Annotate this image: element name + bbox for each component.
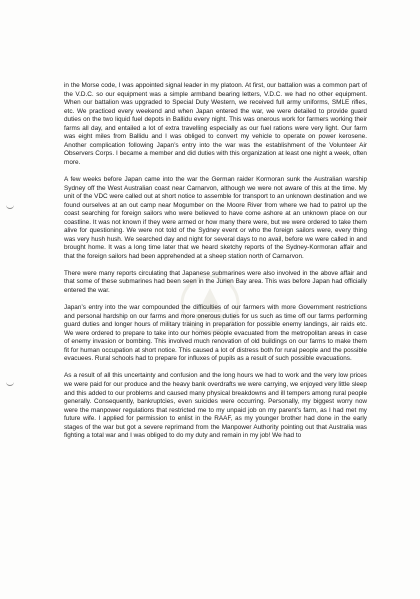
paragraph: A few weeks before Japan came into the war the German raider Kormoran sunk the Australian warship Sydney off the West Australian coast near Carnarvon, although we were not aware of this at the time. My unit of the VDC were called out at short notice to assemble for transport to an unknown destination and we found ourselves at an out camp near Mogumber on the Moore River from where we had to patrol up the coast searching for foreign sailors who were believed to have come ashore at an unknown place on our coastline. It was not known if they were armed or how many there were, but we were ordered to take them alive for questioning. We were not told of the Sydney event or who the foreign sailors were, every thing was very hush hush. We searched day and night for several days to no avail, before we were called in and brought home. It was a long time later that we heard sketchy reports of the Sydney-Kormoran affair and that the foreign sailors had been apprehended at a sheep station north of Carnarvon. [64,175,367,260]
paragraph: in the Morse code, I was appointed signal leader in my platoon. At first, our battalion was a common part of the V.D.C. so our equipment was a simple armband bearing letters, V.D.C. we had no other equipment. When our battalion was upgraded to Special Duty Western, we received full army uniforms, SMLE rifles, etc. We practiced every weekend and when Japan entered the war, we were detailed to provide guard duties on the two liquid fuel depots in Ballidu every night. This was onerous work for farmers working their farms all day, and entailed a lot of extra travelling especially as our fuel rations were very light. Our farm was eight miles from Ballidu and I was obliged to convert my vehicle to operate on power kerosene. Another complication following Japan’s entry into the war was the establishment of the Volunteer Air Observers Corps. I became a member and did duties with this organization at least one night a week, often more. [64,82,367,166]
document-body [64,82,367,449]
paragraph: Japan’s entry into the war compounded the difficulties of our farmers with more Government restrictions and personal hardship on our farms and more onerous duties for us such as time off our farms performing guard duties and longer hours of military training in preparation for possible enemy landings, air raids etc. We were ordered to prepare to take into our homes people evacuated from the metropolitan areas in case of enemy invasion or bombing. This involved much renovation of old buildings on our farms to make them fit for human occupation at short notice. This caused a lot of distress both for rural people and the possible evacuees. Rural schools had to prepare for influxes of pupils as a result of such possible evacuations. [64,304,367,363]
punch-hole-mark [6,379,14,386]
punch-hole-mark [6,202,14,209]
paragraph: As a result of all this uncertainty and confusion and the long hours we had to work and the very low prices we were paid for our produce and the heavy bank overdrafts we were carrying, we enjoyed very little sleep and this added to our problems and caused many physical breakdowns and ill tempers among rural people generally. Consequently, bankruptcies, even suicides were occurring. Personally, my biggest worry now were the manpower regulations that restricted me to my unpaid job on my parent’s farm, as I had met my future wife. I applied for permission to enlist in the RAAF, as my younger brother had done in the early stages of the war but got a severe reprimand from the Manpower Authority pointing out that Australia was fighting a total war and I was obliged to do my duty and remain in my job! We had to [64,372,367,440]
paragraph: There were many reports circulating that Japanese submarines were also involved in the above affair and that some of these submarines had been seen in the Jurien Bay area. This was before Japan had officially entered the war. [64,269,367,295]
